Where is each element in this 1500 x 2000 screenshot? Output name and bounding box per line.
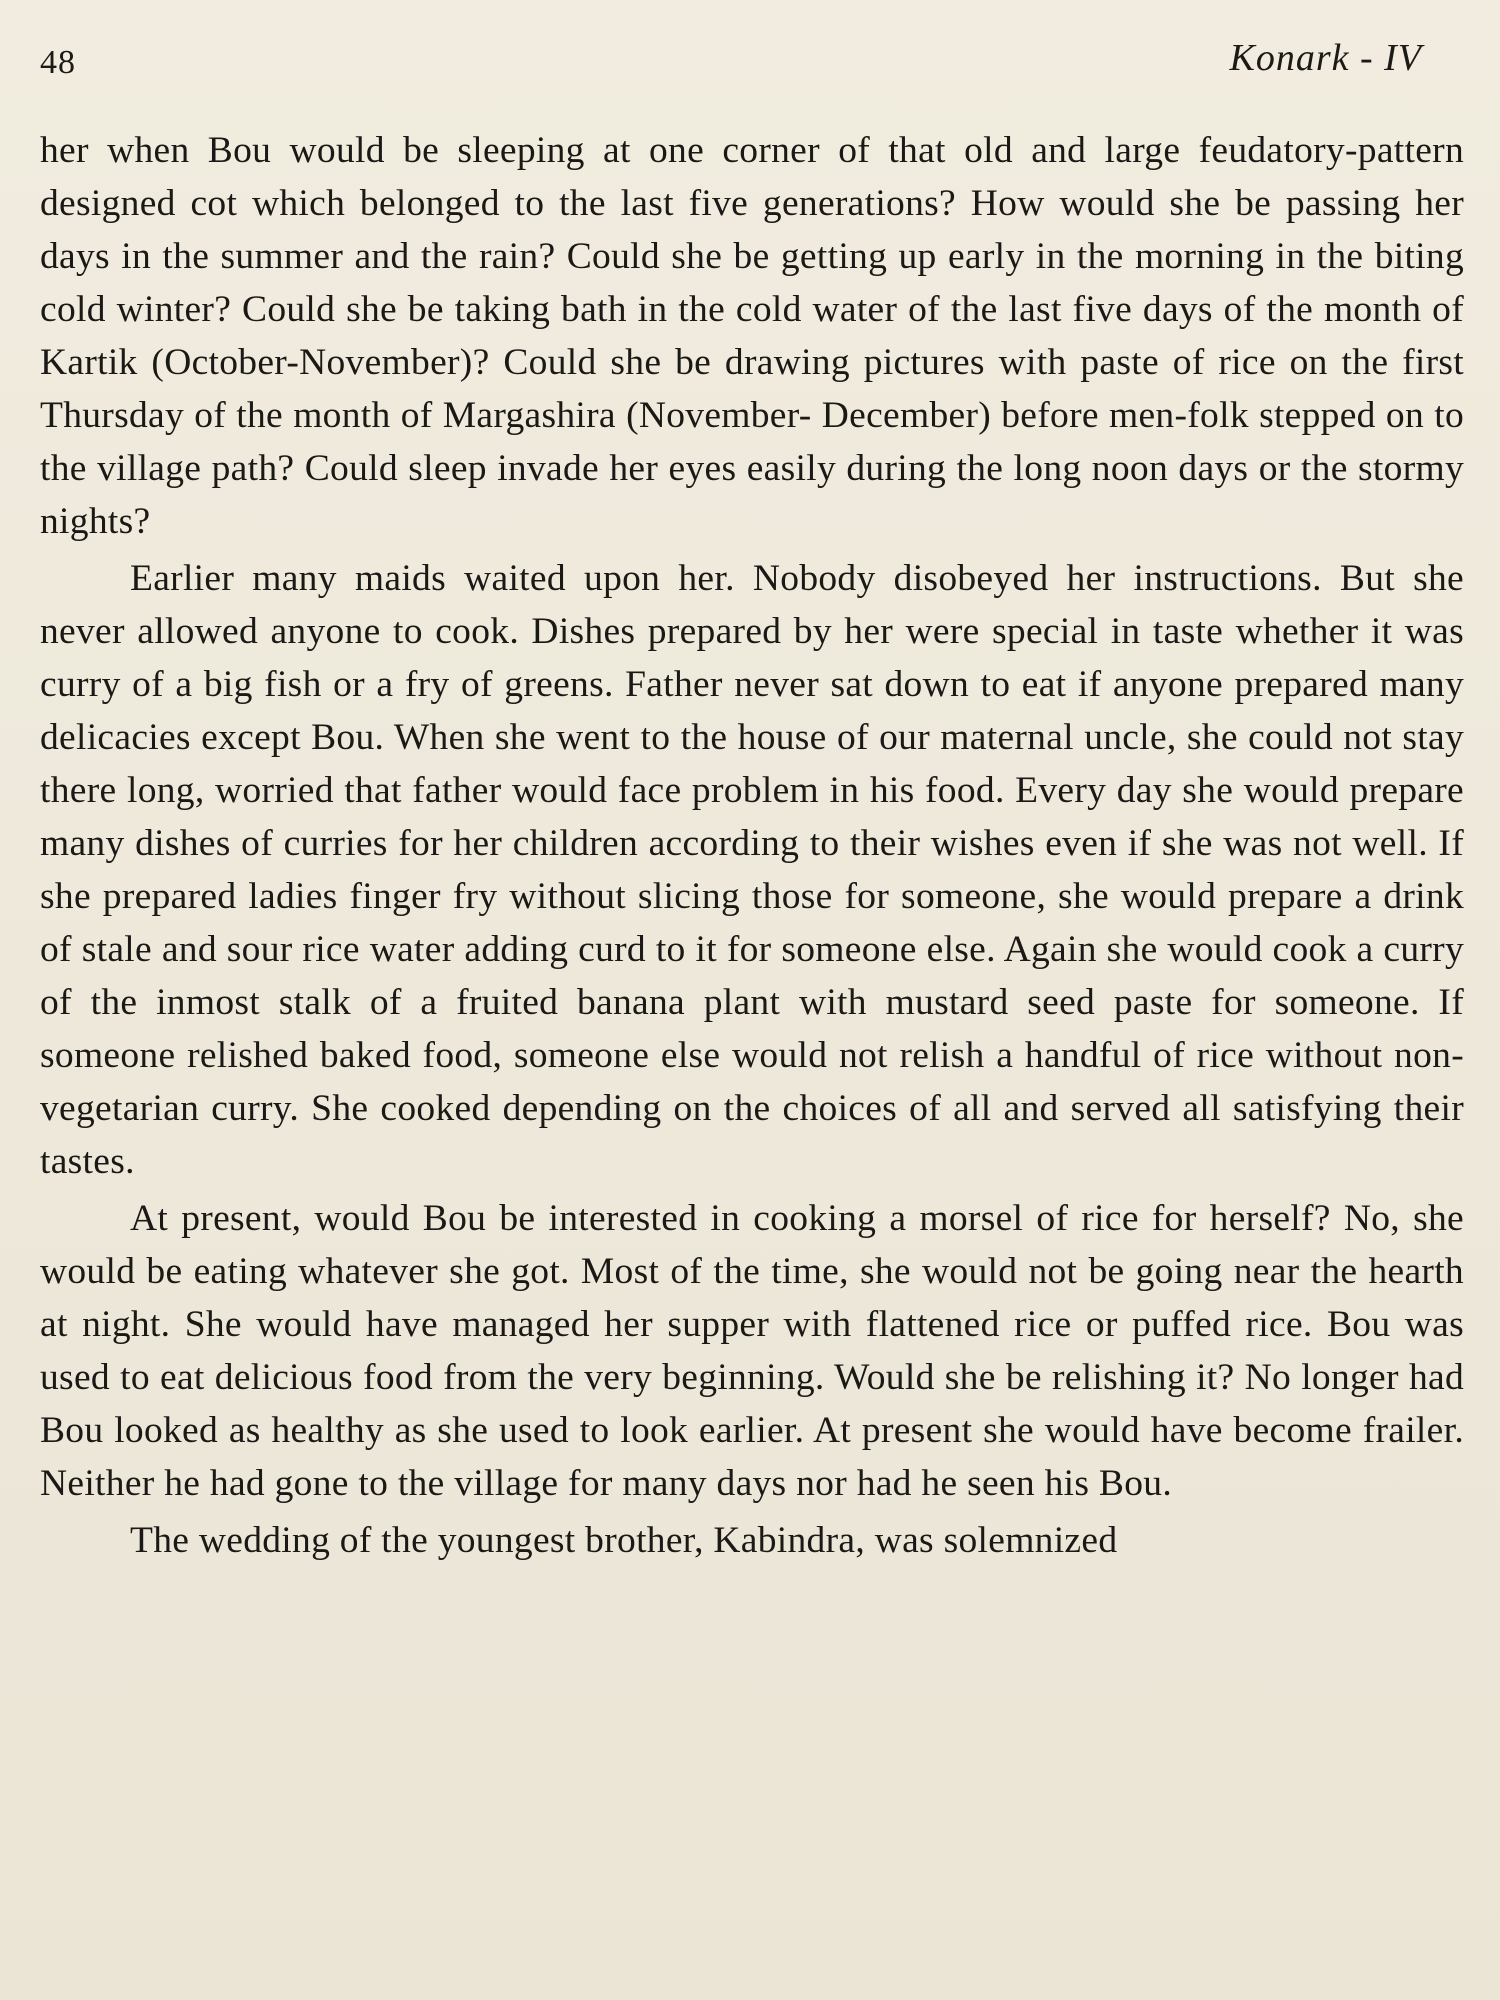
running-head — [0, 0, 1500, 110]
paragraph-1: her when Bou would be sleeping at one corner of that old and large feudatory-pattern designed cot which belonged to the last five generations? How would she be passing her days in the summer and the rain? Could she be getting up early in the morning in the biting cold winter? Could she be taking bath in the cold water of the last five days of the month of Kartik (October-November)? Could she be drawing pictures with paste of rice on the first Thursday of the month of Margashira (November- December) before men-folk stepped on to the village path? Could sleep invade her eyes easily during the long noon days or the stormy nights? — [40, 130, 1464, 542]
paragraph-2: Earlier many maids waited upon her. Nobody disobeyed her instructions. But she never allowed anyone to cook. Dishes prepared by her were special in taste whether it was curry of a big fish or a fry of greens. Father never sat down to eat if anyone prepared many delicacies except Bou. When she went to the house of our maternal uncle, she could not stay there long, worried that father would face problem in his food. Every day she would prepare many dishes of curries for her children according to their wishes even if she was not well. If she prepared ladies finger fry without slicing those for someone, she would prepare a drink of stale and sour rice water adding curd to it for someone else. Again she would cook a curry of the inmost stalk of a fruited banana plant with mustard seed paste for someone. If someone relished baked food, someone else would not relish a handful of rice without non-vegetarian curry. She cooked depending on the choices of all and served all satisfying their tastes. — [40, 558, 1464, 1182]
book-title: Konark - IV — [1229, 37, 1422, 79]
body-text — [40, 124, 1464, 1571]
page-number: 48 — [40, 44, 76, 81]
paragraph-4: The wedding of the youngest brother, Kabindra, was solemnized — [130, 1520, 1118, 1561]
paragraph-3: At present, would Bou be interested in cooking a morsel of rice for herself? No, she would be eating whatever she got. Most of the time, she would not be going near the hearth at night. She would have managed her supper with flattened rice or puffed rice. Bou was used to eat delicious food from the very beginning. Would she be relishing it? No longer had Bou looked as healthy as she used to look earlier. At present she would have become frailer. Neither he had gone to the village for many days nor had he seen his Bou. — [40, 1198, 1464, 1504]
